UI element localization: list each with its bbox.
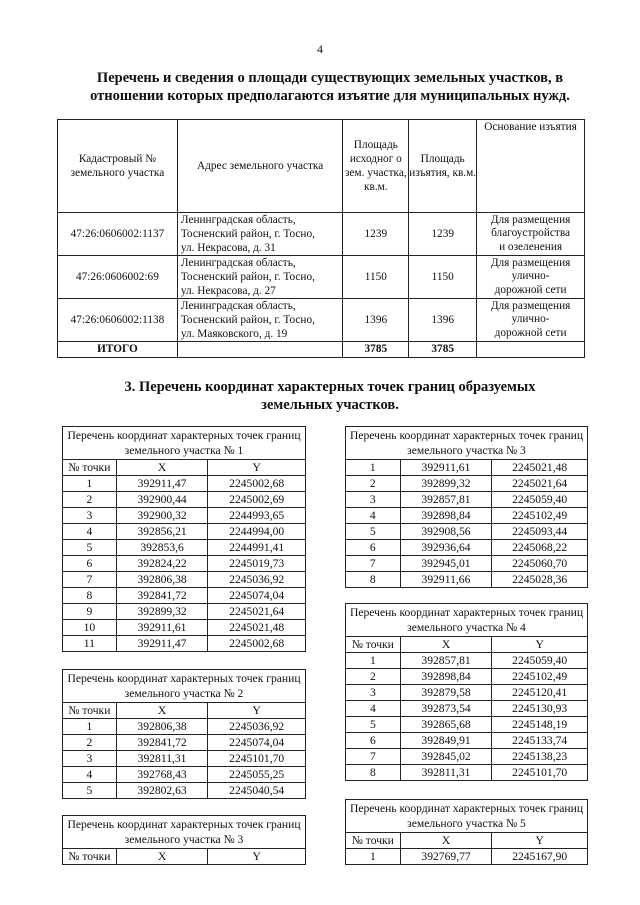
- x-coordinate: 392802,63: [116, 783, 208, 799]
- coord-row: [346, 476, 588, 492]
- coord-table-caption: Перечень координат характерных точек границ земельного участка № 1: [63, 427, 306, 460]
- total-label: ИТОГО: [58, 342, 178, 358]
- point-number: 6: [63, 556, 117, 572]
- point-number: 7: [346, 556, 401, 572]
- basis-line: Для размещения: [490, 256, 571, 269]
- caption-row: [63, 670, 306, 703]
- x-coordinate: 392945,01: [400, 556, 492, 572]
- point-number: 8: [63, 588, 117, 604]
- basis-line: Для размещения: [490, 299, 571, 312]
- x-coordinate: 392900,32: [116, 508, 208, 524]
- coord-row: [346, 749, 588, 765]
- address-line: Ленинградская область,: [180, 300, 296, 312]
- x-coordinate: 392908,56: [400, 524, 492, 540]
- x-header: X: [400, 833, 492, 849]
- caption-row: [346, 604, 588, 637]
- basis-line: и озеленения: [499, 240, 563, 253]
- y-coordinate: 2245167,90: [492, 849, 588, 865]
- y-coordinate: 2245133,74: [492, 733, 588, 749]
- header-cadastral: Кадастровый № земельного участка: [58, 120, 178, 213]
- coord-table-caption: Перечень координат характерных точек границ земельного участка № 3: [63, 816, 306, 849]
- x-header: X: [400, 637, 492, 653]
- y-coordinate: 2245060,70: [492, 556, 588, 572]
- basis-line: улично-: [511, 313, 550, 326]
- point-number: 1: [63, 719, 117, 735]
- y-coordinate: 2245040,54: [208, 783, 306, 799]
- header-area-withdrawal: Площадь изъятия, кв.м.: [409, 120, 477, 213]
- coord-row: [63, 540, 306, 556]
- point-number: 11: [63, 636, 117, 652]
- coord-row: [63, 604, 306, 620]
- parcel-address: [177, 256, 343, 299]
- x-coordinate: 392849,91: [400, 733, 492, 749]
- coord-row: [346, 669, 588, 685]
- caption-row: [63, 427, 306, 460]
- point-number: 5: [63, 783, 117, 799]
- coord-row: [63, 556, 306, 572]
- coord-row: [63, 783, 306, 799]
- coord-row: [346, 556, 588, 572]
- point-number: 1: [346, 653, 401, 669]
- x-coordinate: 392936,64: [400, 540, 492, 556]
- point-number: 2: [63, 735, 117, 751]
- point-number: 4: [346, 701, 401, 717]
- x-coordinate: 392811,31: [116, 751, 208, 767]
- point-number: 9: [63, 604, 117, 620]
- y-coordinate: 2245021,48: [208, 620, 306, 636]
- coord-row: [63, 588, 306, 604]
- y-coordinate: 2245093,44: [492, 524, 588, 540]
- y-header: Y: [492, 833, 588, 849]
- parcel-cadastral: 47:26:0606002:69: [58, 256, 178, 299]
- coord-row: [63, 751, 306, 767]
- y-coordinate: 2245036,92: [208, 572, 306, 588]
- parcel-basis: [477, 213, 585, 256]
- x-coordinate: 392911,61: [400, 460, 492, 476]
- point-number-header: № точки: [346, 833, 401, 849]
- total-area-withdrawal: 3785: [409, 342, 477, 358]
- y-coordinate: 2245002,69: [208, 492, 306, 508]
- header-basis: Основание изъятия: [477, 120, 585, 213]
- point-number: 1: [346, 849, 401, 865]
- coord-table-caption: Перечень координат характерных точек границ земельного участка № 2: [63, 670, 306, 703]
- coord-table-caption: Перечень координат характерных точек границ земельного участка № 4: [346, 604, 588, 637]
- y-coordinate: 2245019,73: [208, 556, 306, 572]
- total-empty: [477, 342, 585, 358]
- total-empty: [177, 342, 343, 358]
- x-coordinate: 392899,32: [116, 604, 208, 620]
- address-line: Тосненский район, г. Тосно,: [180, 314, 315, 326]
- x-header: X: [116, 703, 208, 719]
- header-address: Адрес земельного участка: [177, 120, 343, 213]
- address-line: Ленинградская область,: [180, 214, 296, 226]
- y-header: Y: [208, 849, 306, 865]
- y-coordinate: 2245130,93: [492, 701, 588, 717]
- y-coordinate: 2244991,41: [208, 540, 306, 556]
- coord-row: [346, 765, 588, 781]
- basis-line: дорожной сети: [494, 283, 567, 296]
- coord-table-parcel-3-start: [62, 815, 306, 865]
- point-number: 5: [63, 540, 117, 556]
- coord-row: [63, 767, 306, 783]
- y-coordinate: 2245148,19: [492, 717, 588, 733]
- coord-row: [346, 460, 588, 476]
- y-coordinate: 2245036,92: [208, 719, 306, 735]
- x-header: X: [116, 460, 208, 476]
- x-coordinate: 392768,43: [116, 767, 208, 783]
- section-title: Перечень и сведения о площади существующих земельных участков, в отношении которых предполагаются изъятие для муниципальных нужд.: [90, 70, 570, 104]
- coord-table-parcel-4: [345, 603, 588, 781]
- coord-row: [346, 685, 588, 701]
- x-coordinate: 392811,31: [400, 765, 492, 781]
- coord-row: [346, 849, 588, 865]
- point-number-header: № точки: [63, 460, 117, 476]
- point-number: 7: [63, 572, 117, 588]
- x-coordinate: 392879,58: [400, 685, 492, 701]
- parcel-area-original: 1150: [343, 256, 409, 299]
- coordinates-section-title: 3. Перечень координат характерных точек границ образуемых земельных участков.: [124, 379, 536, 413]
- coord-row: [346, 524, 588, 540]
- coord-row: [346, 572, 588, 588]
- parcel-area-original: 1396: [343, 299, 409, 342]
- point-number: 4: [346, 508, 401, 524]
- x-header: X: [116, 849, 208, 865]
- total-row: [58, 342, 585, 358]
- point-number: 6: [346, 733, 401, 749]
- x-coordinate: 392853,6: [116, 540, 208, 556]
- coord-row: [63, 620, 306, 636]
- parcels-table: [57, 119, 585, 358]
- y-coordinate: 2245021,64: [492, 476, 588, 492]
- x-coordinate: 392873,54: [400, 701, 492, 717]
- coord-row: [63, 735, 306, 751]
- coord-row: [346, 492, 588, 508]
- x-coordinate: 392857,81: [400, 653, 492, 669]
- point-number: 8: [346, 572, 401, 588]
- x-coordinate: 392806,38: [116, 719, 208, 735]
- point-number: 2: [346, 669, 401, 685]
- y-coordinate: 2245002,68: [208, 636, 306, 652]
- coord-row: [346, 653, 588, 669]
- point-number-header: № точки: [63, 849, 117, 865]
- x-coordinate: 392845,02: [400, 749, 492, 765]
- parcel-area-original: 1239: [343, 213, 409, 256]
- point-number: 5: [346, 717, 401, 733]
- parcels-header-row: [58, 120, 585, 213]
- coord-row: [346, 733, 588, 749]
- x-coordinate: 392899,32: [400, 476, 492, 492]
- x-coordinate: 392911,61: [116, 620, 208, 636]
- coord-row: [346, 540, 588, 556]
- x-coordinate: 392857,81: [400, 492, 492, 508]
- coord-row: [63, 508, 306, 524]
- coord-row: [63, 476, 306, 492]
- x-coordinate: 392841,72: [116, 588, 208, 604]
- y-coordinate: 2245138,23: [492, 749, 588, 765]
- caption-row: [63, 816, 306, 849]
- address-line: ул. Некрасова, д. 31: [180, 242, 276, 254]
- y-coordinate: 2245021,64: [208, 604, 306, 620]
- y-coordinate: 2244993,65: [208, 508, 306, 524]
- y-coordinate: 2245002,68: [208, 476, 306, 492]
- parcel-cadastral: 47:26:0606002:1137: [58, 213, 178, 256]
- coord-table-parcel-2: [62, 669, 306, 799]
- address-line: Тосненский район, г. Тосно,: [180, 228, 315, 240]
- y-coordinate: 2245074,04: [208, 588, 306, 604]
- address-line: Ленинградская область,: [180, 257, 296, 269]
- coord-header-row: [346, 833, 588, 849]
- point-number: 3: [346, 492, 401, 508]
- point-number: 2: [346, 476, 401, 492]
- y-coordinate: 2245055,25: [208, 767, 306, 783]
- basis-line: Для размещения: [490, 213, 571, 226]
- x-coordinate: 392898,84: [400, 669, 492, 685]
- y-coordinate: 2245021,48: [492, 460, 588, 476]
- y-coordinate: 2245101,70: [208, 751, 306, 767]
- point-number: 4: [63, 524, 117, 540]
- coord-table-parcel-3: [345, 426, 588, 588]
- point-number: 4: [63, 767, 117, 783]
- y-coordinate: 2245028,36: [492, 572, 588, 588]
- parcel-cadastral: 47:26:0606002:1138: [58, 299, 178, 342]
- point-number: 3: [346, 685, 401, 701]
- address-line: ул. Некрасова, д. 27: [180, 285, 276, 297]
- x-coordinate: 392806,38: [116, 572, 208, 588]
- parcel-address: [177, 299, 343, 342]
- coord-row: [63, 492, 306, 508]
- x-coordinate: 392824,22: [116, 556, 208, 572]
- x-coordinate: 392911,47: [116, 636, 208, 652]
- x-coordinate: 392900,44: [116, 492, 208, 508]
- x-coordinate: 392841,72: [116, 735, 208, 751]
- coord-row: [346, 717, 588, 733]
- point-number: 7: [346, 749, 401, 765]
- parcel-basis: [477, 256, 585, 299]
- y-coordinate: 2244994,00: [208, 524, 306, 540]
- parcel-address: [177, 213, 343, 256]
- x-coordinate: 392911,66: [400, 572, 492, 588]
- parcel-row: [58, 213, 585, 256]
- point-number: 5: [346, 524, 401, 540]
- point-number: 10: [63, 620, 117, 636]
- coord-table-parcel-1: [62, 426, 306, 652]
- point-number: 1: [63, 476, 117, 492]
- parcel-area-withdrawal: 1150: [409, 256, 477, 299]
- y-coordinate: 2245102,49: [492, 669, 588, 685]
- coord-header-row: [63, 460, 306, 476]
- y-coordinate: 2245120,41: [492, 685, 588, 701]
- y-coordinate: 2245101,70: [492, 765, 588, 781]
- point-number-header: № точки: [346, 637, 401, 653]
- address-line: ул. Маяковского, д. 19: [180, 328, 288, 340]
- coord-row: [346, 508, 588, 524]
- coord-header-row: [63, 703, 306, 719]
- address-line: Тосненский район, г. Тосно,: [180, 271, 315, 283]
- point-number-header: № точки: [63, 703, 117, 719]
- x-coordinate: 392769,77: [400, 849, 492, 865]
- caption-row: [346, 800, 588, 833]
- coord-header-row: [346, 637, 588, 653]
- y-header: Y: [208, 703, 306, 719]
- y-header: Y: [492, 637, 588, 653]
- parcel-basis: [477, 299, 585, 342]
- x-coordinate: 392856,21: [116, 524, 208, 540]
- coord-row: [63, 719, 306, 735]
- coord-table-caption: Перечень координат характерных точек границ земельного участка № 5: [346, 800, 588, 833]
- point-number: 3: [63, 751, 117, 767]
- point-number: 3: [63, 508, 117, 524]
- y-coordinate: 2245102,49: [492, 508, 588, 524]
- parcel-row: [58, 256, 585, 299]
- x-coordinate: 392898,84: [400, 508, 492, 524]
- y-coordinate: 2245059,40: [492, 653, 588, 669]
- basis-line: дорожной сети: [494, 326, 567, 339]
- coord-row: [63, 524, 306, 540]
- point-number: 1: [346, 460, 401, 476]
- y-header: Y: [208, 460, 306, 476]
- coord-header-row: [63, 849, 306, 865]
- parcel-area-withdrawal: 1396: [409, 299, 477, 342]
- total-area-original: 3785: [343, 342, 409, 358]
- coord-table-caption: Перечень координат характерных точек границ земельного участка № 3: [346, 427, 588, 460]
- caption-row: [346, 427, 588, 460]
- coord-row: [63, 636, 306, 652]
- coord-row: [63, 572, 306, 588]
- x-coordinate: 392865,68: [400, 717, 492, 733]
- header-area-original: Площадь исходног о зем. участка, кв.м.: [343, 120, 409, 213]
- coord-table-parcel-5: [345, 799, 588, 865]
- parcel-area-withdrawal: 1239: [409, 213, 477, 256]
- basis-line: благоустройства: [491, 227, 571, 240]
- page-number: 4: [317, 42, 323, 56]
- basis-line: улично-: [511, 270, 550, 283]
- y-coordinate: 2245068,22: [492, 540, 588, 556]
- y-coordinate: 2245074,04: [208, 735, 306, 751]
- coord-row: [346, 701, 588, 717]
- parcel-row: [58, 299, 585, 342]
- point-number: 6: [346, 540, 401, 556]
- y-coordinate: 2245059,40: [492, 492, 588, 508]
- point-number: 8: [346, 765, 401, 781]
- point-number: 2: [63, 492, 117, 508]
- x-coordinate: 392911,47: [116, 476, 208, 492]
